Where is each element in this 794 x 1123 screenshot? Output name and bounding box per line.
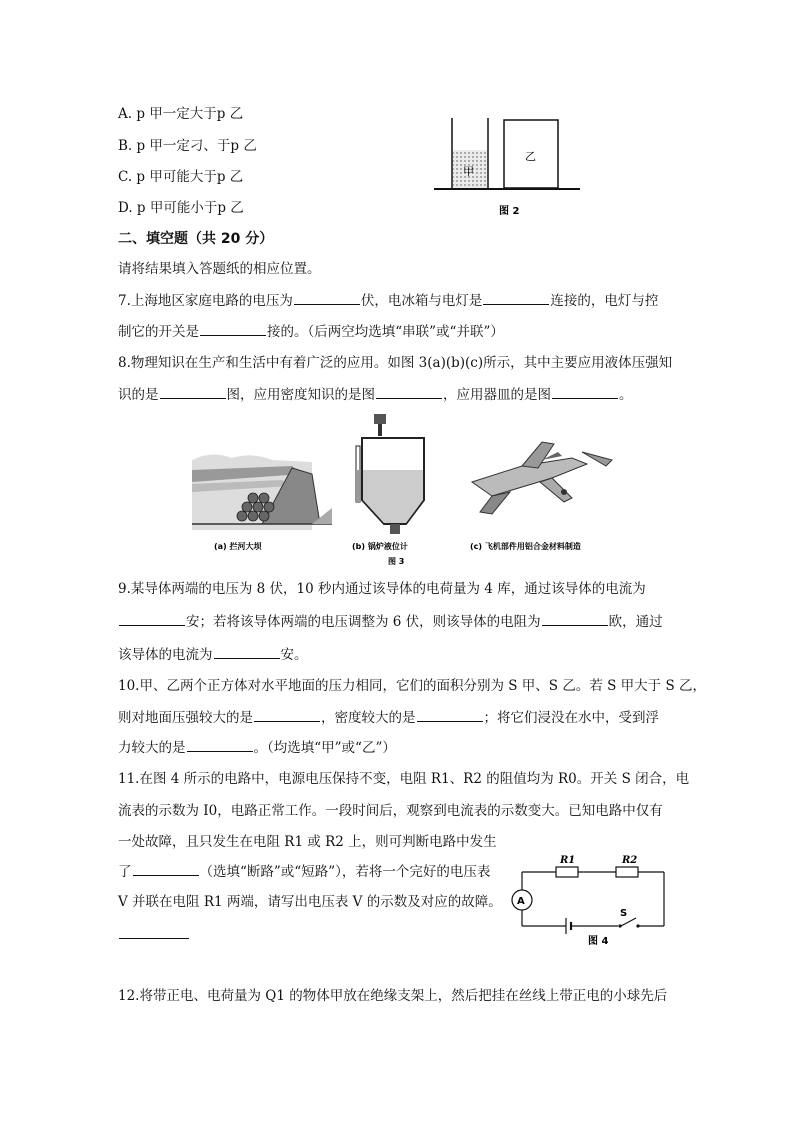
question-9-line-2 <box>118 611 663 632</box>
fig4-r2-label: R2 <box>622 855 638 866</box>
q10-text-4: 力较大的是 <box>118 740 186 756</box>
question-9-line-3 <box>118 644 308 665</box>
q9-text-2: 欧，通过 <box>608 614 663 630</box>
q9-blank-2[interactable] <box>542 611 608 626</box>
question-11-line-5: V 并联在电阻 R1 两端，请写出电压表 V 的示数及对应的故障。 <box>118 894 502 910</box>
section-instruction: 请将结果填入答题纸的相应位置。 <box>118 261 321 277</box>
question-7-line-2 <box>118 321 504 342</box>
fig4-switch-label: S <box>620 908 628 919</box>
question-11-line-3: 一处故障，且只发生在电阻 R1 或 R2 上，则可判断电路中发生 <box>118 834 497 850</box>
q10-text-5: 。（均选填“甲”或“乙”） <box>253 740 396 756</box>
fig4-ammeter-label: A <box>517 896 525 907</box>
q8-blank-1[interactable] <box>160 384 226 399</box>
airplane-illustration <box>472 442 612 514</box>
q10-blank-2[interactable] <box>417 707 483 722</box>
q8-text-3: ，应用器皿的是图 <box>443 387 551 403</box>
fig4-r1-label: R1 <box>560 855 576 866</box>
fig3-caption: 图 3 <box>388 557 405 566</box>
section-heading: 二、填空题（共 20 分） <box>118 231 274 247</box>
q8-text-2: 图，应用密度知识的是图 <box>226 387 375 403</box>
q11-blank-1[interactable] <box>133 861 199 876</box>
figure-2 <box>432 116 582 220</box>
q11-blank-2[interactable] <box>119 924 189 939</box>
q8-text-4: 。 <box>619 387 633 403</box>
q9-text-1: 安；若将该导体两端的电压调整为 6 伏，则该导体的电阻为 <box>186 614 541 630</box>
q8-blank-2[interactable] <box>376 384 442 399</box>
option-b: B. p 甲一定刁、于p 乙 <box>118 138 257 154</box>
question-10-line-1: 10.甲、乙两个正方体对水平地面的压力相同，它们的面积分别为 S 甲、S 乙。若 S 甲大于 S 乙， <box>118 678 707 694</box>
figure-4 <box>508 852 672 948</box>
q10-text-2: ，密度较大的是 <box>321 710 416 726</box>
q7-text-2: 伏，电冰箱与电灯是 <box>360 293 483 309</box>
q9-blank-1[interactable] <box>119 611 185 626</box>
q7-text-4: 制它的开关是 <box>118 324 199 340</box>
figure-3 <box>192 412 622 572</box>
fig3-caption-a: (a) 拦河大坝 <box>214 542 262 551</box>
question-12-line-1: 12.将带正电、电荷量为 Q1 的物体甲放在绝缘支架上，然后把挂在丝线上带正电的小球先后 <box>118 988 668 1004</box>
option-c: C. p 甲可能大于p 乙 <box>118 169 244 185</box>
q7-text-1: 7.上海地区家庭电路的电压为 <box>118 293 293 309</box>
q7-text-5: 接的。（后两空均选填“串联”或“并联”） <box>267 324 504 340</box>
question-10-line-3 <box>118 737 396 758</box>
question-9-line-1: 9.某导体两端的电压为 8 伏，10 秒内通过该导体的电荷量为 4 库，通过该导体的电流为 <box>118 581 646 597</box>
fig2-label-jia: 甲 <box>463 165 474 178</box>
question-8-line-1: 8.物理知识在生产和生活中有着广泛的应用。如图 3(a)(b)(c)所示，其中主要应用液体压强知 <box>118 355 673 371</box>
q9-text-3: 该导体的电流为 <box>118 647 213 663</box>
q7-blank-1[interactable] <box>294 290 360 305</box>
fig2-caption: 图 2 <box>499 206 520 217</box>
dam-illustration <box>192 454 332 530</box>
question-11-line-4 <box>118 861 490 882</box>
question-11-line-2: 流表的示数为 I0，电路正常工作。一段时间后，观察到电流表的示数变大。已知电路中仅有 <box>118 803 663 819</box>
q9-text-4: 安。 <box>280 647 308 663</box>
q10-blank-3[interactable] <box>187 737 253 752</box>
q8-text-1: 识的是 <box>118 387 159 403</box>
q10-text-3: ；将它们浸没在水中，受到浮 <box>483 710 659 726</box>
q10-blank-1[interactable] <box>254 707 320 722</box>
q9-blank-3[interactable] <box>214 644 280 659</box>
fig4-caption: 图 4 <box>588 936 609 947</box>
question-8-line-2 <box>118 384 633 405</box>
q10-text-1: 则对地面压强较大的是 <box>118 710 253 726</box>
option-d: D. p 甲可能小于p 乙 <box>118 200 244 216</box>
q7-text-3: 连接的，电灯与控 <box>550 293 659 309</box>
fig3-caption-b: (b) 锅炉液位计 <box>352 542 408 551</box>
fig3-caption-c: (c) 飞机部件用铝合金材料制造 <box>470 542 581 551</box>
question-10-line-2 <box>118 707 659 728</box>
option-a: A. p 甲一定大于p 乙 <box>118 106 244 122</box>
resistor-r1-icon <box>556 867 578 877</box>
q7-blank-3[interactable] <box>200 321 266 336</box>
question-11-answer-line <box>118 924 190 945</box>
boiler-gauge-illustration <box>356 414 424 534</box>
q8-blank-3[interactable] <box>552 384 618 399</box>
resistor-r2-icon <box>616 867 638 877</box>
q11-text-1: 了 <box>118 864 132 880</box>
q11-text-2: （选填“断路”或“短路”），若将一个完好的电压表 <box>199 864 491 880</box>
fig2-label-yi: 乙 <box>525 150 536 163</box>
question-7-line-1 <box>118 290 658 311</box>
q7-blank-2[interactable] <box>483 290 549 305</box>
question-11-line-1: 11.在图 4 所示的电路中，电源电压保持不变，电阻 R1、R2 的阻值均为 R0。开关 S 闭合，电 <box>118 771 690 787</box>
